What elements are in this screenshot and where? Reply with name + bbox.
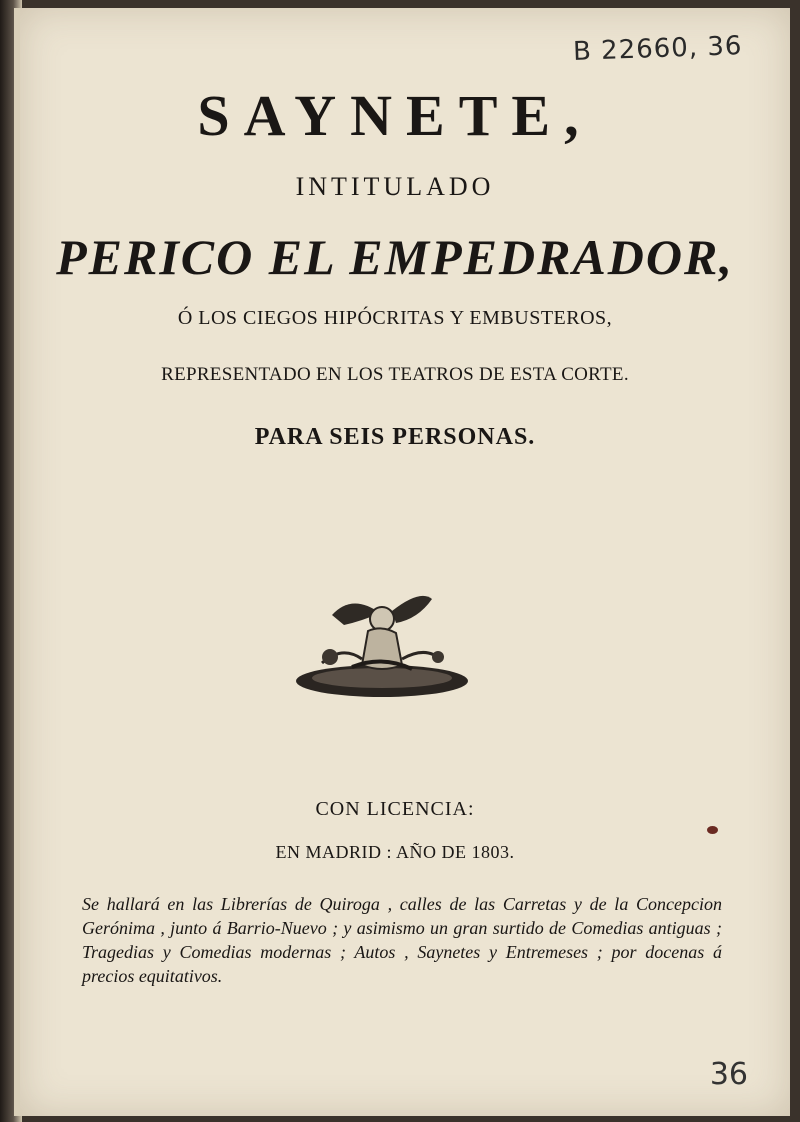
play-title: PERICO EL EMPEDRADOR,	[56, 229, 734, 285]
title-saynete: SAYNETE,	[197, 83, 593, 148]
play-subtitle: Ó LOS CIEGOS HIPÓCRITAS Y EMBUSTEROS,	[177, 307, 613, 329]
representation-note: REPRESENTADO EN LOS TEATROS DE ESTA CORTE.	[161, 364, 629, 385]
intitulado-label: INTITULADO	[295, 172, 495, 201]
place-and-year: EN MADRID : AÑO DE 1803.	[275, 842, 515, 862]
bookseller-imprint: Se hallará en las Librerías de Quiroga , calles de las Carretas y de la Concepcion Gerónima , junto á Barrio-Nuevo ; y asimismo un gran surtido de Comedias antiguas ; Tragedias y Comedias modernas ; Autos , Saynetes y Entremeses ; por docenas á precios equitativos.	[82, 894, 722, 986]
license-line: CON LICENCIA:	[315, 798, 475, 820]
ink-stain	[707, 826, 718, 834]
cast-size: PARA SEIS PERSONAS.	[254, 424, 536, 450]
folio-number: 36	[709, 1057, 748, 1092]
cherub-ornament-icon	[292, 585, 472, 703]
shelfmark-handwritten: B 22660, 36	[572, 31, 743, 67]
